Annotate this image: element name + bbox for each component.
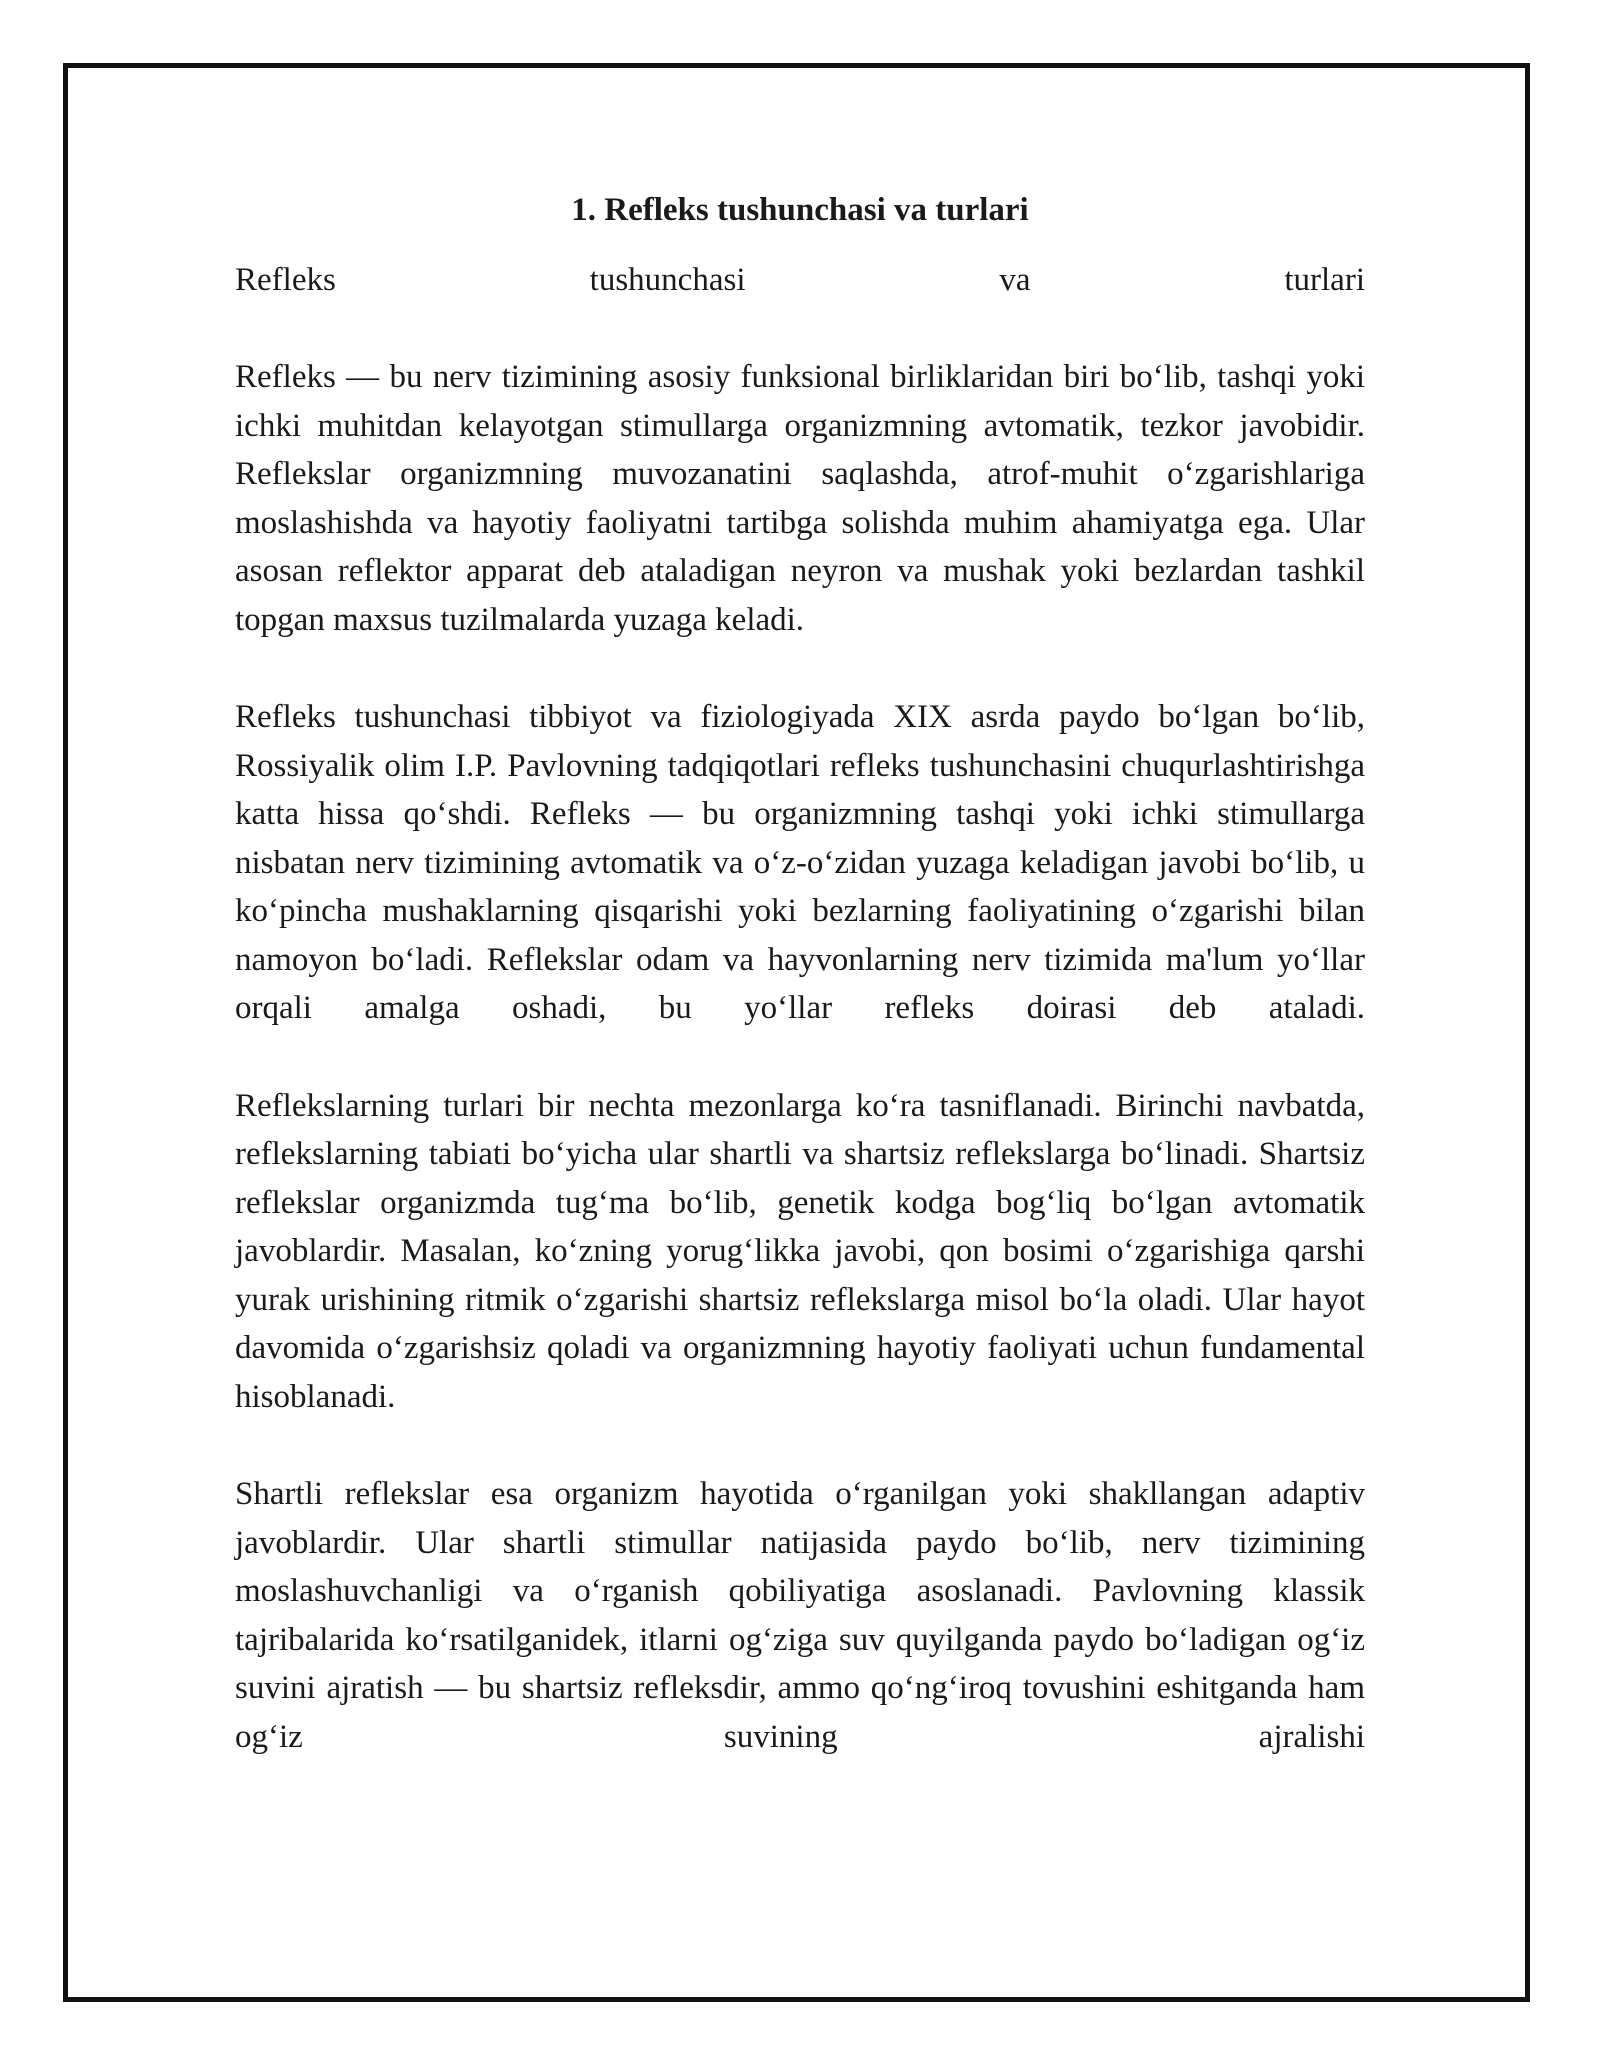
document-subtitle: Refleks tushunchasi va turlari [235, 262, 1365, 298]
document-body [235, 186, 1365, 1810]
document-title: 1. Refleks tushunchasi va turlari [571, 192, 1029, 228]
paragraph-4: Shartli reflekslar esa organizm hayotida oʻrganilgan yoki shakllangan adaptiv javoblardir. Ular shartli stimullar natijasida paydo boʻlib, nerv tizimining moslashuvchanligi va oʻrganish qobiliyatiga asoslanadi. Pavlovning klassik tajribalarida koʻrsatilganidek, itlarni ogʻziga suv quyilganda paydo boʻladigan ogʻiz suvini ajratish — bu shartsiz refleksdir, ammo qoʻngʻiroq tovushini eshitganda ham ogʻiz suvining ajralishi [235, 1476, 1365, 1755]
paragraph-2: Refleks tushunchasi tibbiyot va fiziologiyada XIX asrda paydo boʻlgan boʻlib, Rossiyalik olim I.P. Pavlovning tadqiqotlari refleks tushunchasini chuqurlashtirishga katta hissa qoʻshdi. Refleks — bu organizmning tashqi yoki ichki stimullarga nisbatan nerv tizimining avtomatik va oʻz-oʻzidan yuzaga keladigan javobi boʻlib, u koʻpincha mushaklarning qisqarishi yoki bezlarning faoliyatining oʻzgarishi bilan namoyon boʻladi. Reflekslar odam va hayvonlarning nerv tizimida ma'lum yoʻllar orqali amalga oshadi, bu yoʻllar refleks doirasi deb ataladi. [235, 699, 1365, 1026]
paragraph-1: Refleks — bu nerv tizimining asosiy funksional birliklaridan biri boʻlib, tashqi yoki ichki muhitdan kelayotgan stimullarga organizmning avtomatik, tezkor javobidir. Reflekslar organizmning muvozanatini saqlashda, atrof-muhit oʻzgarishlariga moslashishda va hayotiy faoliyatni tartibga solishda muhim ahamiyatga ega. Ular asosan reflektor apparat deb ataladigan neyron va mushak yoki bezlardan tashkil topgan maxsus tuzilmalarda yuzaga keladi. [235, 359, 1365, 638]
paragraph-3: Reflekslarning turlari bir nechta mezonlarga koʻra tasniflanadi. Birinchi navbatda, reflekslarning tabiati boʻyicha ular shartli va shartsiz reflekslarga boʻlinadi. Shartsiz reflekslar organizmda tugʻma boʻlib, genetik kodga bogʻliq boʻlgan avtomatik javoblardir. Masalan, koʻzning yorugʻlikka javobi, qon bosimi oʻzgarishiga qarshi yurak urishining ritmik oʻzgarishi shartsiz reflekslarga misol boʻla oladi. Ular hayot davomida oʻzgarishsiz qoladi va organizmning hayotiy faoliyati uchun fundamental hisoblanadi. [235, 1087, 1365, 1415]
